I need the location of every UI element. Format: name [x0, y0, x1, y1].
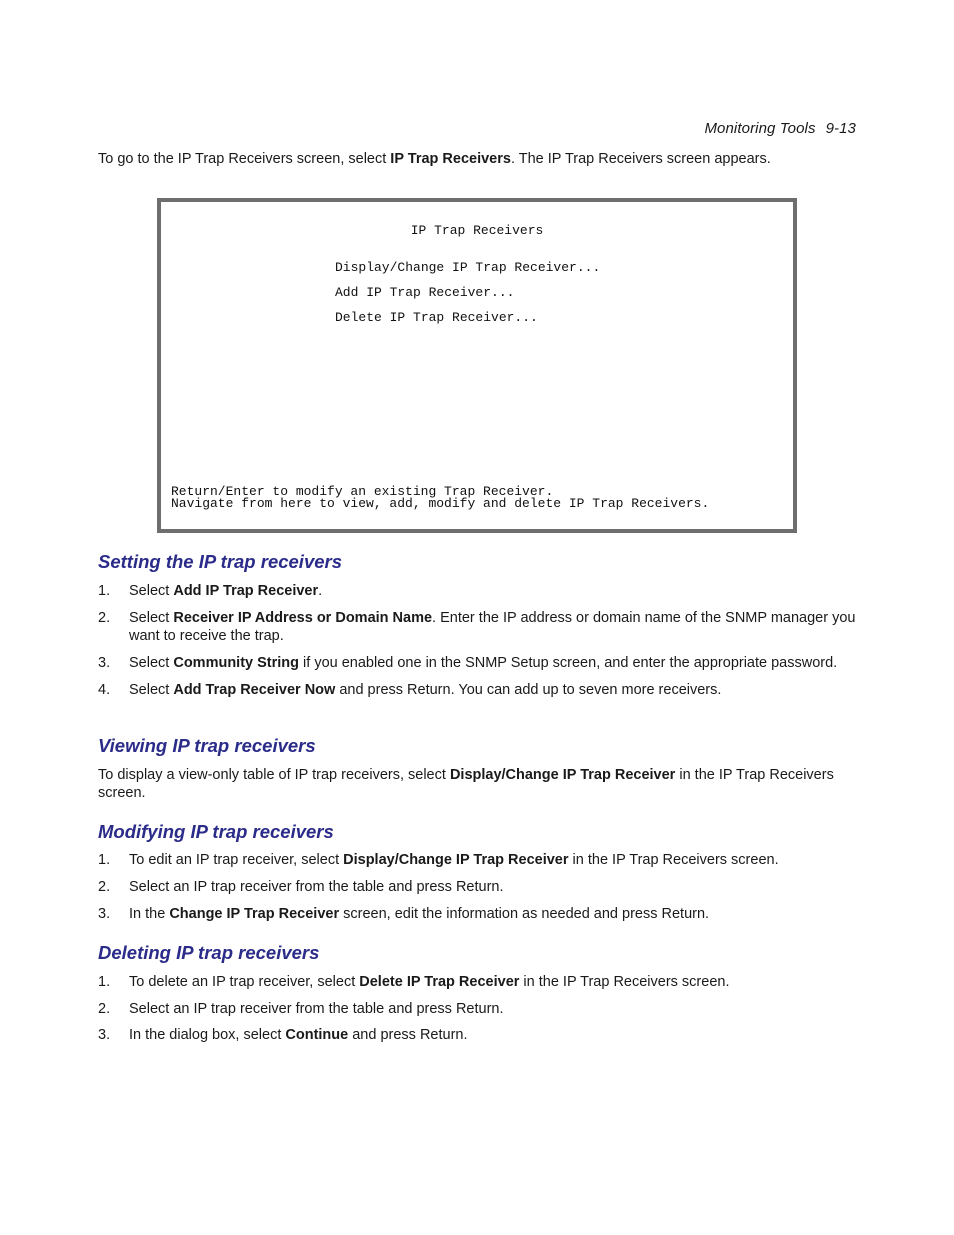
step-text: Select — [129, 655, 174, 671]
terminal-screen — [157, 198, 797, 533]
deleting-steps — [98, 973, 858, 1044]
step-number: 1. — [98, 583, 111, 599]
viewing-text: To display a view-only table of IP trap receivers, select — [98, 767, 450, 783]
running-header — [704, 120, 856, 137]
step-text: Select an IP trap receiver from the table and press Return. — [129, 879, 504, 895]
step-number: 2. — [98, 1001, 111, 1017]
step-text: Select — [129, 682, 174, 698]
menu-item-display-change[interactable]: Display/Change IP Trap Receiver... — [335, 260, 601, 275]
step-number: 2. — [98, 610, 111, 626]
intro-paragraph — [98, 150, 856, 168]
list-item — [98, 905, 858, 923]
modifying-heading: Modifying IP trap receivers — [98, 821, 334, 842]
step-bold: Continue — [285, 1027, 349, 1043]
list-item — [98, 1000, 858, 1018]
list-item — [98, 1026, 858, 1044]
step-text: In the — [129, 906, 170, 922]
step-bold: Add IP Trap Receiver — [173, 583, 319, 599]
list-item — [98, 609, 858, 645]
intro-bold: IP Trap Receivers — [390, 151, 511, 167]
modifying-steps — [98, 851, 858, 923]
step-text: Select — [129, 583, 174, 599]
intro-text: To go to the IP Trap Receivers screen, select — [98, 151, 391, 167]
step-text-end: if you enabled one in the SNMP Setup screen, and enter the appropriate password. — [299, 655, 838, 671]
step-number: 3. — [98, 655, 111, 671]
step-number: 1. — [98, 852, 111, 868]
step-number: 3. — [98, 1027, 111, 1043]
viewing-heading: Viewing IP trap receivers — [98, 735, 316, 756]
step-text-end: in the IP Trap Receivers screen. — [568, 852, 779, 868]
step-bold: Community String — [173, 655, 300, 671]
header-section: Monitoring Tools — [704, 120, 816, 137]
step-text-end: screen, edit the information as needed and press Return. — [339, 906, 710, 922]
menu-item-add[interactable]: Add IP Trap Receiver... — [335, 285, 515, 300]
step-number: 4. — [98, 682, 111, 698]
page-number: 9-13 — [825, 120, 856, 137]
intro-text-end: . The IP Trap Receivers screen appears. — [510, 151, 771, 167]
deleting-heading: Deleting IP trap receivers — [98, 942, 320, 963]
list-item — [98, 681, 858, 699]
step-text-end: . — [318, 583, 323, 599]
step-text: To delete an IP trap receiver, select — [129, 974, 360, 990]
step-text: To edit an IP trap receiver, select — [129, 852, 344, 868]
list-item — [98, 973, 858, 991]
step-number: 3. — [98, 906, 111, 922]
screen-footer — [171, 486, 709, 510]
list-item — [98, 851, 858, 869]
step-number: 1. — [98, 974, 111, 990]
step-bold: Change IP Trap Receiver — [169, 906, 340, 922]
footer-line-1: Return/Enter to modify an existing Trap Receiver. — [171, 484, 554, 499]
viewing-text-end: in the IP Trap Receivers screen. — [98, 767, 834, 801]
step-bold: Receiver IP Address or Domain Name — [173, 610, 433, 626]
step-text-end: in the IP Trap Receivers screen. — [519, 974, 730, 990]
step-number: 2. — [98, 879, 111, 895]
step-text: Select an IP trap receiver from the table and press Return. — [129, 1001, 504, 1017]
list-item — [98, 878, 858, 896]
step-text: In the dialog box, select — [129, 1027, 286, 1043]
list-item — [98, 582, 858, 600]
setting-steps — [98, 582, 858, 699]
step-text-end: and press Return. You can add up to seven more receivers. — [335, 682, 722, 698]
step-bold: Display/Change IP Trap Receiver — [343, 852, 569, 868]
viewing-bold: Display/Change IP Trap Receiver — [449, 767, 676, 783]
menu-item-delete[interactable]: Delete IP Trap Receiver... — [335, 310, 538, 325]
footer-line-2: Navigate from here to view, add, modify and delete IP Trap Receivers. — [171, 496, 710, 511]
viewing-paragraph — [98, 766, 856, 802]
step-bold: Delete IP Trap Receiver — [359, 974, 520, 990]
step-bold: Add Trap Receiver Now — [173, 682, 336, 698]
list-item — [98, 654, 858, 672]
setting-heading: Setting the IP trap receivers — [98, 551, 343, 572]
screen-title: IP Trap Receivers — [410, 223, 544, 238]
screen-menu — [335, 260, 600, 335]
step-text: Select — [129, 610, 174, 626]
step-text-end: and press Return. — [348, 1027, 468, 1043]
step-text-end: . Enter the IP address or domain name of the SNMP manager you want to receive the trap. — [129, 610, 856, 644]
